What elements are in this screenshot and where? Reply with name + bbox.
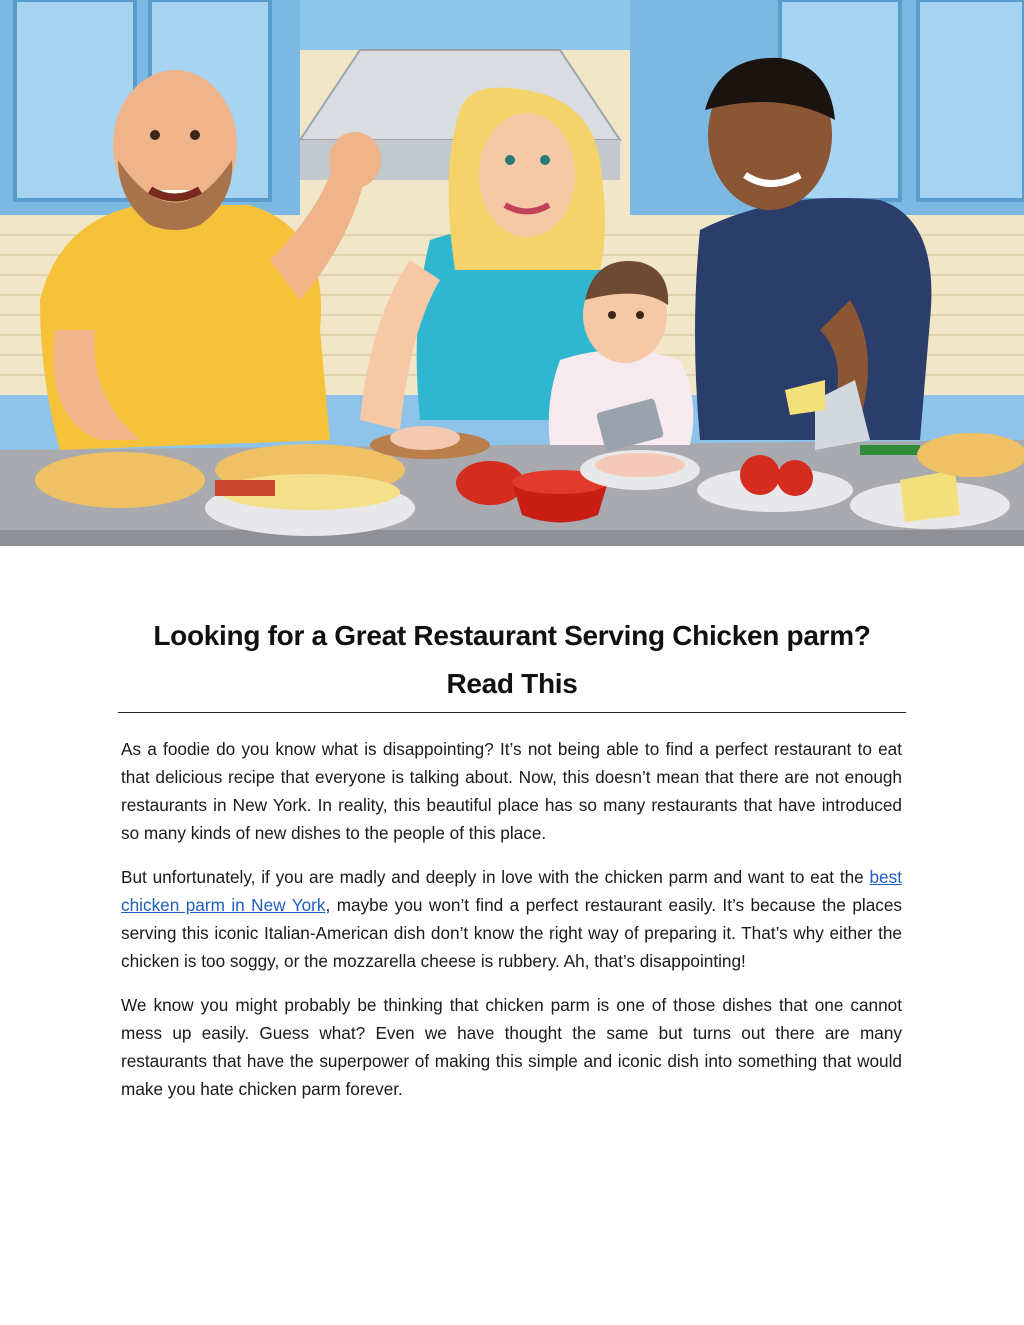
kitchen-scene-image xyxy=(0,0,1024,546)
bread-roll-right xyxy=(917,433,1024,477)
article-title xyxy=(118,612,906,708)
title-line-1: Looking for a Great Restaurant Serving Chicken parm? xyxy=(153,620,871,651)
paragraph-2 xyxy=(121,863,902,975)
paragraph-2-after: , maybe you won’t find a perfect restaurant easily. It’s because the places serving this iconic Italian-American dish don’t know the right way of preparing it. That’s why either the chicken is too soggy, or the mozzarella cheese is rubbery. Ah, that’s disappointing! xyxy=(121,895,903,971)
paragraph-1: As a foodie do you know what is disappointing? It’s not being able to find a perfect restaurant to eat that delicious recipe that everyone is talking about. Now, this doesn’t mean that there are not enough restaurants in New York. In reality, this beautiful place has so many restaurants that have introduced so many kinds of new dishes to the people of this place. xyxy=(121,739,902,843)
best-chicken-parm-link[interactable]: best chicken parm in New York xyxy=(121,867,902,915)
paragraph-3: We know you might probably be thinking that chicken parm is one of those dishes that one cannot mess up easily. Guess what? Even we have thought the same but turns out there are many restaurants that have the superpower of making this simple and iconic dish into something that would make you hate chicken parm forever. xyxy=(121,995,902,1099)
article-body xyxy=(121,735,902,1119)
title-divider xyxy=(118,712,906,713)
paragraph-2-before: But unfortunately, if you are madly and deeply in love with the chicken parm and want to eat the xyxy=(121,867,870,887)
green-cutting-board xyxy=(860,445,920,455)
title-line-2: Read This xyxy=(446,668,578,699)
hero-illustration xyxy=(0,0,1024,546)
bread-roll-left xyxy=(35,452,205,508)
